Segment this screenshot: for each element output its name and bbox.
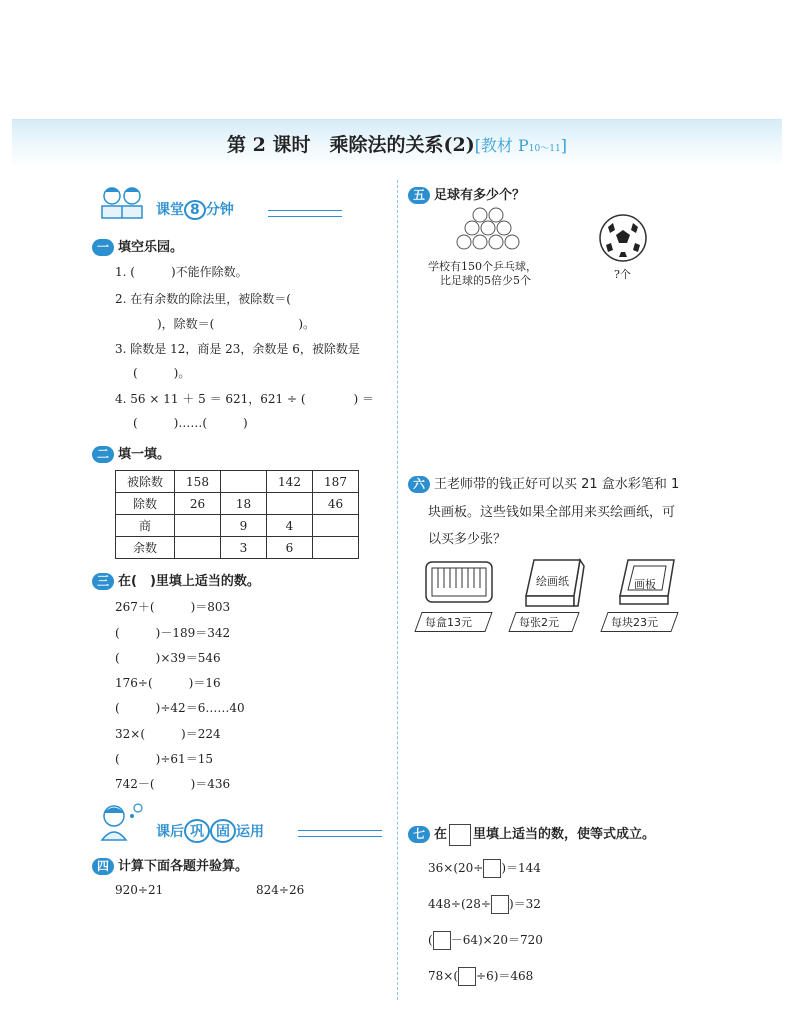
table-cell (221, 471, 267, 493)
s1-line-2: 2. 在有余数的除法里，被除数＝( (115, 292, 291, 306)
answer-box[interactable] (491, 895, 509, 914)
answer-box[interactable] (433, 931, 451, 950)
boy-thinking-icon (92, 800, 150, 846)
s7-eq-2: 448÷(28÷ )＝32 (428, 895, 541, 914)
s3-eq-8: 742－( )＝436 (115, 777, 231, 791)
page-title: 第 2 课时 乘除法的关系(2)[教材 P10～11] (227, 134, 567, 156)
s1-line-6: 4. 56 × 11 ＋ 5 ＝ 621，621 ÷ ( ) ＝ (115, 392, 375, 406)
section-6-line-3: 以买多少张？ (428, 532, 507, 547)
answer-box[interactable] (458, 967, 476, 986)
answer-box (449, 824, 471, 846)
table-cell: 6 (267, 537, 313, 559)
section-4-heading: 四 计算下面各题并验算。 (92, 855, 248, 875)
classroom-banner: 课堂 8 分钟 (156, 202, 234, 218)
section-3-heading: 三 在( )里填上适当的数。 (92, 570, 260, 590)
table-row (116, 537, 359, 559)
table-cell: 4 (267, 515, 313, 537)
table-row (116, 471, 359, 493)
s3-eq-7: ( )÷61＝15 (115, 752, 213, 766)
after-class-banner: 课后 巩 固 运用 (156, 819, 264, 843)
s7-eq-3: ( －64)×20＝720 (428, 931, 543, 950)
s1-line-7: ( )……( ) (133, 416, 248, 430)
table-cell: 142 (267, 471, 313, 493)
division-table (115, 470, 359, 559)
table-cell (313, 537, 359, 559)
price-tag-paper: 每张2元 (508, 612, 579, 632)
table-cell: 46 (313, 493, 359, 515)
s7-eq-4: 78×( ÷6)＝468 (428, 967, 533, 986)
price-tag-pens: 每盒13元 (414, 612, 492, 632)
s3-eq-3: ( )×39＝546 (115, 651, 221, 665)
table-cell (175, 537, 221, 559)
table-cell: 187 (313, 471, 359, 493)
soccer-ball-label: ?个 (614, 268, 631, 281)
section-6-line-2: 块画板。这些钱如果全部用来买绘画纸，可 (428, 505, 676, 520)
table-cell: 被除数 (116, 471, 175, 493)
s4-problem-2: 824÷26 (256, 883, 305, 897)
watercolor-pens-image (422, 558, 498, 612)
soccer-ball-image (598, 213, 648, 267)
paper-label: 绘画纸 (536, 575, 569, 588)
table-cell: 除数 (116, 493, 175, 515)
table-row (116, 493, 359, 515)
table-cell: 商 (116, 515, 175, 537)
s3-eq-4: 176÷( )＝16 (115, 676, 221, 690)
table-cell (175, 515, 221, 537)
section-1-heading: 一 填空乐园。 (92, 236, 183, 256)
table-row (116, 515, 359, 537)
s3-eq-6: 32×( )＝224 (115, 727, 221, 741)
table-cell: 158 (175, 471, 221, 493)
ping-pong-note-2: 比足球的5倍少5个 (440, 274, 531, 287)
board-label: 画板 (634, 578, 656, 591)
kids-reading-icon (92, 184, 152, 226)
table-cell: 余数 (116, 537, 175, 559)
table-cell: 18 (221, 493, 267, 515)
section-6-line-1: 六 王老师带的钱正好可以买 21 盒水彩笔和 1 (408, 473, 679, 493)
s1-line-4: 3. 除数是 12，商是 23，余数是 6，被除数是 (115, 342, 360, 356)
table-cell (267, 493, 313, 515)
table-cell: 3 (221, 537, 267, 559)
s3-eq-5: ( )÷42＝6……40 (115, 701, 245, 715)
price-tag-board: 每块23元 (600, 612, 678, 632)
table-cell (313, 515, 359, 537)
banner-rule (268, 210, 342, 217)
s1-line-3: )，除数＝( )。 (133, 317, 316, 331)
table-cell: 9 (221, 515, 267, 537)
section-5-heading: 五 足球有多少个？ (408, 184, 525, 204)
s4-problem-1: 920÷21 (115, 883, 164, 897)
column-divider (397, 180, 398, 1000)
s1-line-5: ( )。 (133, 366, 191, 380)
s1-line-1: 1. ( )不能作除数。 (115, 265, 248, 279)
section-2-heading: 二 填一填。 (92, 443, 170, 463)
banner-rule (298, 830, 382, 837)
ping-pong-balls-image (456, 206, 520, 260)
ping-pong-note-1: 学校有150个乒乓球， (428, 260, 537, 273)
answer-box[interactable] (483, 859, 501, 878)
s3-eq-2: ( )－189＝342 (115, 626, 231, 640)
table-cell: 26 (175, 493, 221, 515)
section-7-heading: 七 在 里填上适当的数，使等式成立。 (408, 823, 655, 846)
s7-eq-1: 36×(20÷ )＝144 (428, 859, 541, 878)
s3-eq-1: 267＋( )＝803 (115, 600, 231, 614)
